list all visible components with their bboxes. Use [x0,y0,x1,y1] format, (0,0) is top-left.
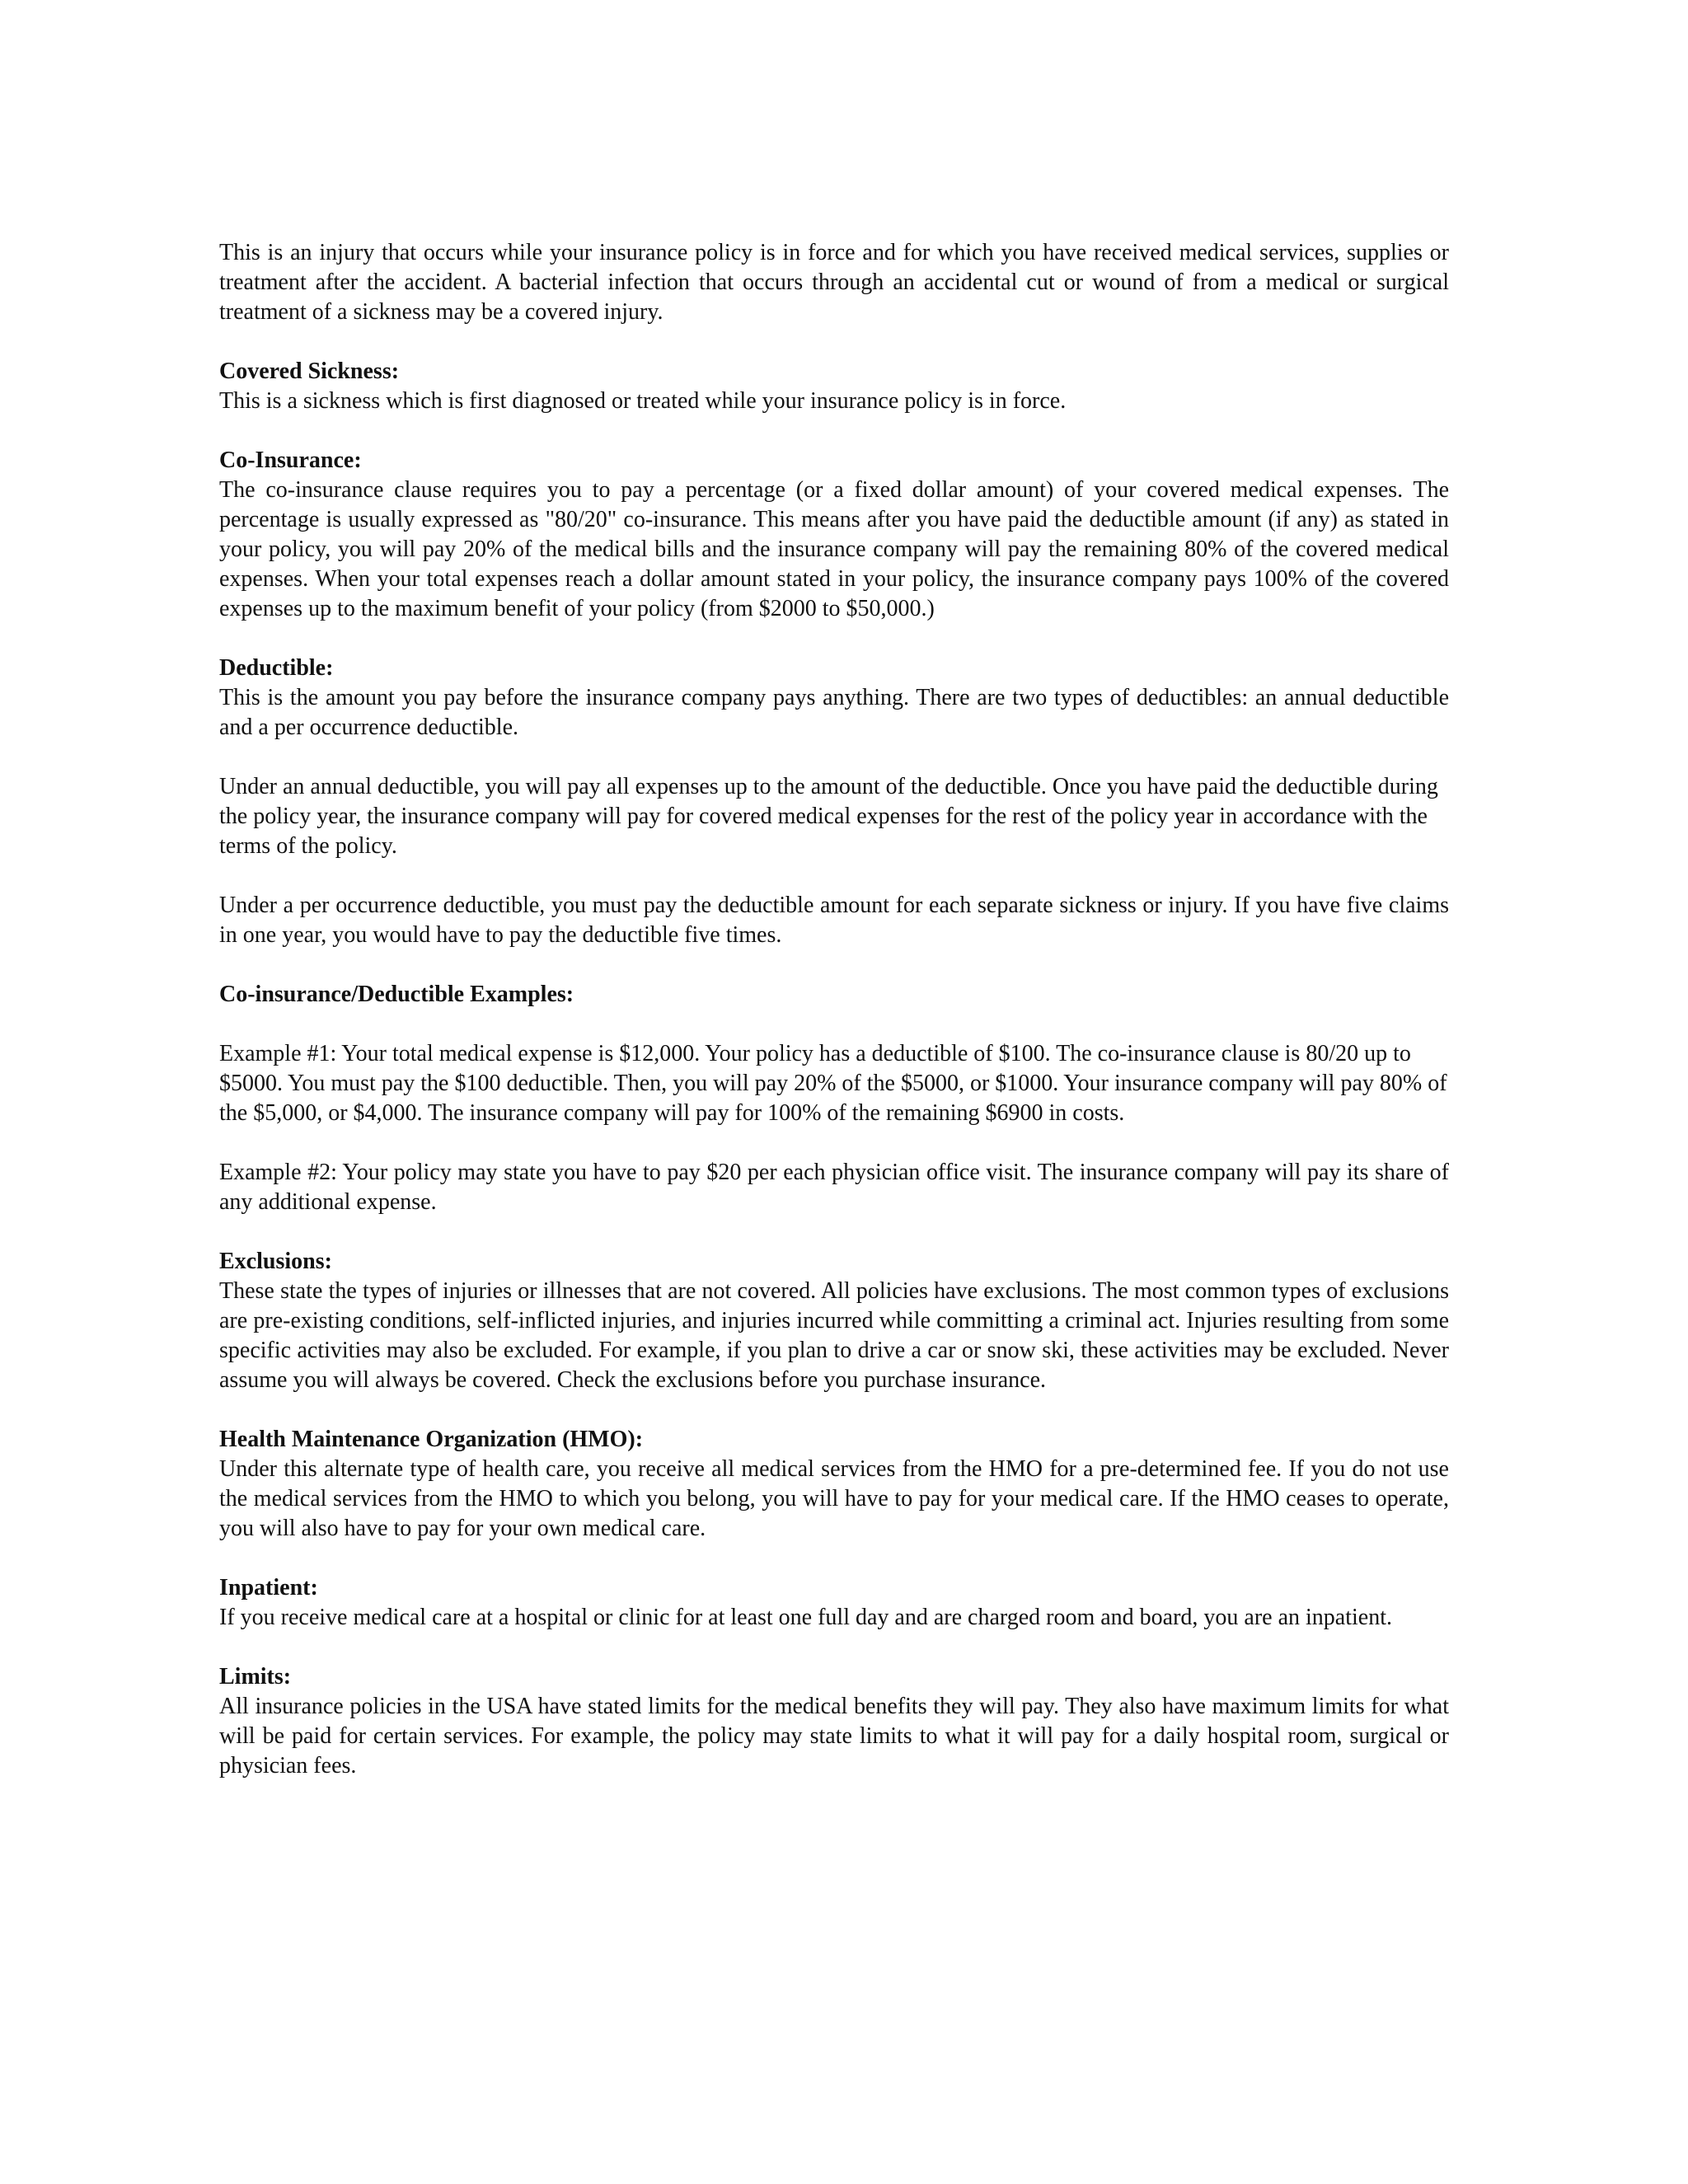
deductible-text: This is the amount you pay before the insurance company pays anything. There are two types of deductibles: an annual deductible and a per occurrence deductible. [219,685,1449,740]
limits-text: All insurance policies in the USA have stated limits for the medical benefits they will pay. They also have maximum limits for what will be paid for certain services. For example, the policy may state limits to what it will pay for a daily hospital room, surgical or physician fees. [219,1694,1449,1779]
exclusions-text: These state the types of injuries or illnesses that are not covered. All policies have exclusions. The most common types of exclusions are pre-existing conditions, self-inflicted injuries, and injuries incurred while committing a criminal act. Injuries resulting from some specific activities may also be excluded. For example, if you plan to drive a car or snow ski, these activities may be excluded. Never assume you will always be covered. Check the exclusions before you purchase insurance. [219,1278,1449,1393]
covered-sickness-heading: Covered Sickness: [219,359,400,384]
covered-sickness-section [219,357,1449,416]
intro-paragraph: This is an injury that occurs while your insurance policy is in force and for which you have received medical services, supplies or treatment after the accident. A bacterial infection that occurs through an accidental cut or wound of from a medical or surgical treatment of a sickness may be a covered injury. [219,240,1449,325]
annual-deductible-paragraph: Under an annual deductible, you will pay all expenses up to the amount of the deductible. Once you have paid the deductible during the policy year, the insurance company will pay for covered medical expenses for the rest of the policy year in accordance with the terms of the policy. [219,774,1438,859]
per-occurrence-deductible-paragraph: Under a per occurrence deductible, you must pay the deductible amount for each separate sickness or injury. If you have five claims in one year, you would have to pay the deductible five times. [219,893,1449,948]
inpatient-heading: Inpatient: [219,1575,318,1601]
exclusions-heading: Exclusions: [219,1249,332,1274]
exclusions-section [219,1247,1449,1395]
limits-heading: Limits: [219,1664,292,1690]
document-page [219,238,1449,1811]
examples-heading: Co-insurance/Deductible Examples: [219,982,574,1007]
hmo-section [219,1425,1449,1544]
covered-sickness-text: This is a sickness which is first diagnosed or treated while your insurance policy is in force. [219,388,1067,414]
examples-section [219,980,1449,1010]
inpatient-section [219,1573,1449,1633]
co-insurance-section [219,446,1449,624]
inpatient-text: If you receive medical care at a hospital or clinic for at least one full day and are charged room and board, you are an inpatient. [219,1605,1392,1630]
deductible-section [219,654,1449,743]
co-insurance-text: The co-insurance clause requires you to pay a percentage (or a fixed dollar amount) of your covered medical expenses. The percentage is usually expressed as "80/20" co-insurance. This means after you have paid the deductible amount (if any) as stated in your policy, you will pay 20% of the medical bills and the insurance company will pay the remaining 80% of the covered medical expenses. When your total expenses reach a dollar amount stated in your policy, the insurance company pays 100% of the covered expenses up to the maximum benefit of your policy (from $2000 to $50,000.) [219,477,1449,621]
deductible-heading: Deductible: [219,655,334,681]
example-2-paragraph: Example #2: Your policy may state you have to pay $20 per each physician office visit. The insurance company will pay its share of any additional expense. [219,1160,1449,1215]
co-insurance-heading: Co-Insurance: [219,448,362,473]
limits-section [219,1662,1449,1781]
hmo-heading: Health Maintenance Organization (HMO): [219,1427,644,1452]
example-1-paragraph: Example #1: Your total medical expense is $12,000. Your policy has a deductible of $100. The co-insurance clause is 80/20 up to $5000. You must pay the $100 deductible. Then, you will pay 20% of the $5000, or $1000. Your insurance company will pay 80% of the $5,000, or $4,000. The insurance company will pay for 100% of the remaining $6900 in costs. [219,1041,1447,1126]
hmo-text: Under this alternate type of health care, you receive all medical services from the HMO for a pre-determined fee. If you do not use the medical services from the HMO to which you belong, you will have to pay for your medical care. If the HMO ceases to operate, you will also have to pay for your own medical care. [219,1456,1449,1541]
